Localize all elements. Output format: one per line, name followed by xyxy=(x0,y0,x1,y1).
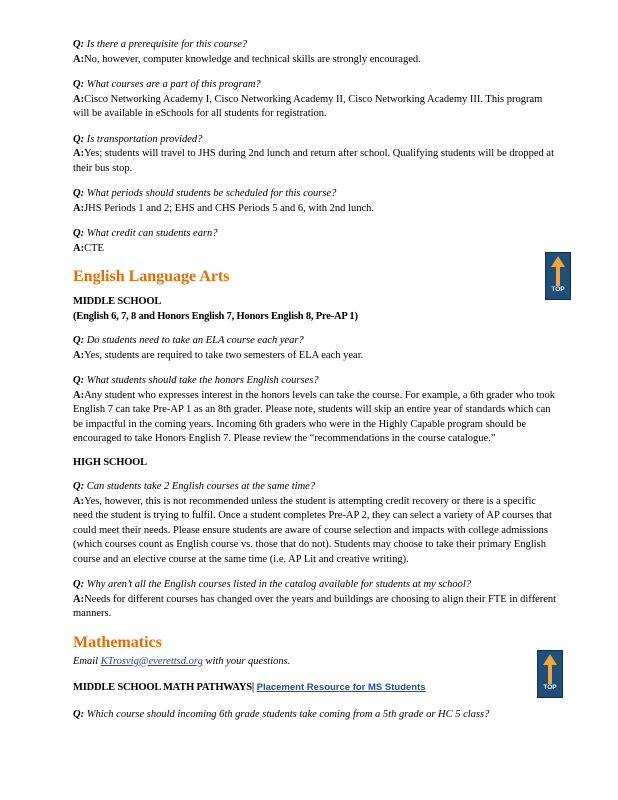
question xyxy=(73,578,558,593)
pathways-label: MIDDLE SCHOOL MATH PATHWAYS| xyxy=(73,682,254,693)
ela-middle-heading: MIDDLE SCHOOL xyxy=(73,296,162,307)
ela-high-heading: HIGH SCHOOL xyxy=(73,456,147,468)
math-heading: Mathematics xyxy=(73,633,162,651)
question-text: Which course should incoming 6th grade students take coming from a 5th grade or HC 5 class? xyxy=(84,708,490,720)
question-label: Q: xyxy=(73,579,85,590)
ela-top-button[interactable] xyxy=(545,252,571,300)
ela-heading: English Language Arts xyxy=(73,268,230,285)
up-arrow-icon xyxy=(551,256,565,286)
answer-text: CTE xyxy=(84,242,104,254)
question-label: Q: xyxy=(73,39,85,50)
answer-label: A: xyxy=(73,495,85,507)
answer-text: JHS Periods 1 and 2; EHS and CHS Periods 5 and 6, with 2nd lunch. xyxy=(84,202,375,214)
question-label: Q: xyxy=(73,335,85,346)
answer xyxy=(73,93,558,122)
question-text: What credit can students earn? xyxy=(84,228,218,239)
math-email-line xyxy=(73,655,558,670)
question-label: Q: xyxy=(73,375,85,386)
answer-label: A: xyxy=(73,389,85,401)
question-text: What students should take the honors English courses? xyxy=(84,375,319,386)
qa-item xyxy=(73,480,558,567)
qa-item xyxy=(73,227,558,256)
question xyxy=(73,227,558,242)
ela-middle-qa-list xyxy=(73,334,558,447)
answer-text: No, however, computer knowledge and technical skills are strongly encouraged. xyxy=(84,53,421,65)
question-label: Q: xyxy=(73,228,85,239)
answer xyxy=(73,593,558,622)
top-qa-list xyxy=(73,38,558,256)
qa-item xyxy=(73,374,558,447)
qa-item xyxy=(73,578,558,622)
question-text: Is there a prerequisite for this course? xyxy=(84,39,248,50)
question xyxy=(73,78,558,93)
ela-middle-subheading: (English 6, 7, 8 and Honors English 7, Honors English 8, Pre-AP 1) xyxy=(73,310,358,322)
question-label: Q: xyxy=(73,79,85,90)
answer-text: Yes; students will travel to JHS during 2nd lunch and return after school. Qualifying students will be dropped at their bus stop. xyxy=(73,148,554,174)
answer-label: A: xyxy=(73,93,85,105)
answer xyxy=(73,147,558,176)
question-text: What periods should students be scheduled for this course? xyxy=(84,188,337,199)
question xyxy=(73,133,558,148)
answer xyxy=(73,495,558,568)
question-text: Why aren’t all the English courses listed in the catalog available for students at my school? xyxy=(84,579,471,590)
answer-label: A: xyxy=(73,593,85,605)
question-label: Q: xyxy=(73,133,85,145)
answer-text: Yes, however, this is not recommended unless the student is attempting credit recovery or there is a specific need the student is trying to fulfil. Once a student completes Pre-AP 2, they can select a variety of AP courses that could meet their needs. Please ensure students are aware of course selection and impacts with college admissions (which courses count as English course vs. those that do not). Students may choose to take their primary English course and an elective course at the same time (i.e. AP Lit and creative writing). xyxy=(73,495,552,565)
question-label: Q: xyxy=(73,708,85,720)
question xyxy=(73,38,558,53)
qa-item xyxy=(73,38,558,67)
answer xyxy=(73,242,558,257)
question xyxy=(73,480,558,495)
answer-label: A: xyxy=(73,349,85,361)
answer-text: Yes, students are required to take two semesters of ELA each year. xyxy=(84,349,364,361)
question-label: Q: xyxy=(73,481,85,492)
answer xyxy=(73,202,558,217)
qa-item xyxy=(73,133,558,177)
answer-label: A: xyxy=(73,148,85,159)
top-label: TOP xyxy=(551,285,565,293)
qa-item xyxy=(73,78,558,122)
answer xyxy=(73,53,558,68)
qa-item xyxy=(73,187,558,216)
answer-text: Any student who expresses interest in the honors levels can take the course. For example, a 6th grader who took English 7 can take Pre-AP 1 as an 8th grader. Please note, students will skip an entire year of standards which can be impactful in the coming years. Incoming 6th graders who were in the Highly Capable program should be encouraged to take Honors English 7. Please review the “recommendations in the course catalogue.” xyxy=(73,389,556,444)
answer-text: Needs for different courses has changed over the years and buildings are choosing to align their FTE in different manners. xyxy=(73,593,557,619)
email-suffix: with your questions. xyxy=(202,655,291,667)
answer xyxy=(73,389,558,447)
question-text: What courses are a part of this program? xyxy=(84,79,261,90)
ela-high-qa-list xyxy=(73,480,558,622)
math-top-button[interactable] xyxy=(537,650,563,698)
question-text: Do students need to take an ELA course each year? xyxy=(84,335,304,346)
document-page xyxy=(73,38,558,722)
answer-label: A: xyxy=(73,242,85,254)
question-label: Q: xyxy=(73,188,85,199)
math-pathways xyxy=(73,681,558,696)
question xyxy=(73,334,558,349)
answer-label: A: xyxy=(73,53,85,65)
qa-item xyxy=(73,334,558,363)
email-link[interactable]: KTrosvig@everettsd.org xyxy=(100,655,203,667)
question-text: Is transportation provided? xyxy=(84,133,203,145)
email-prefix: Email xyxy=(73,655,101,667)
top-label: TOP xyxy=(543,683,557,691)
up-arrow-icon xyxy=(543,654,557,684)
math-question xyxy=(73,708,558,723)
answer-text: Cisco Networking Academy I, Cisco Networking Academy II, Cisco Networking Academy III. This program will be available in eSchools for all students for registration. xyxy=(73,93,543,119)
question xyxy=(73,187,558,202)
answer-label: A: xyxy=(73,202,85,214)
placement-resource-link[interactable]: Placement Resource for MS Students xyxy=(256,682,426,693)
answer xyxy=(73,349,558,364)
question-text: Can students take 2 English courses at the same time? xyxy=(84,481,316,492)
question xyxy=(73,374,558,389)
